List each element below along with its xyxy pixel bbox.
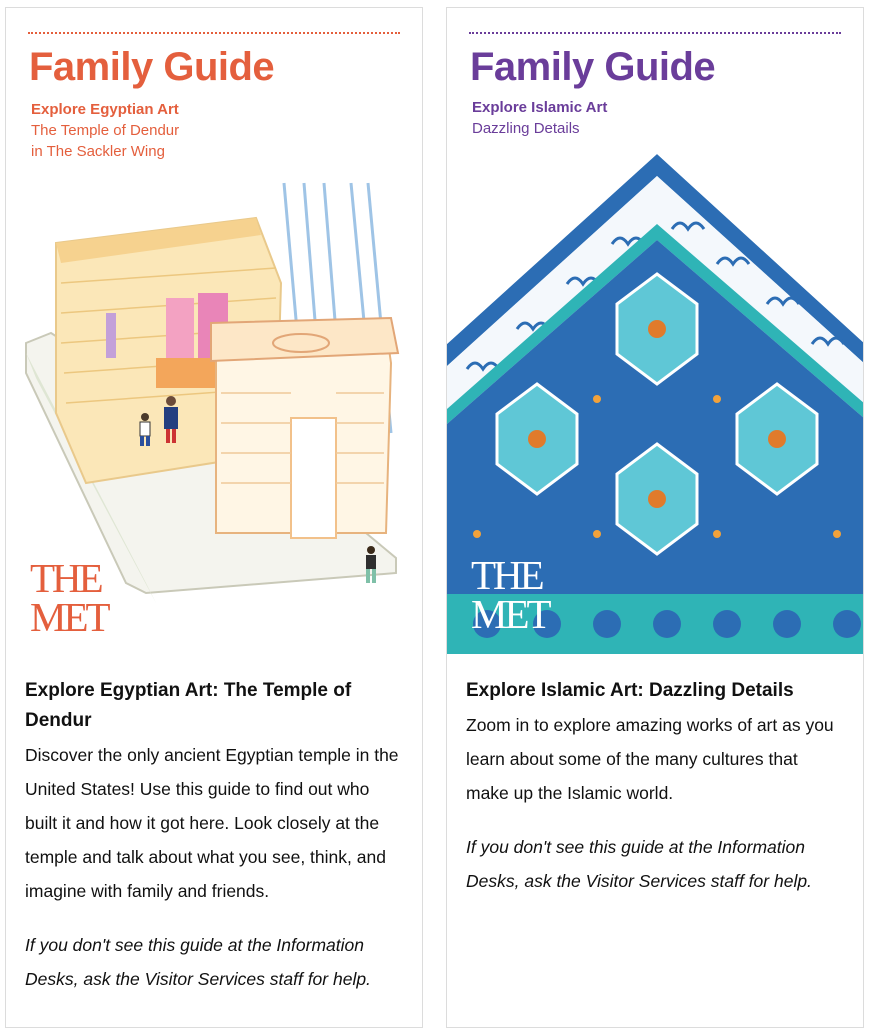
card-text [25,676,404,996]
met-logo [30,555,108,640]
guide-card-egyptian[interactable] [5,7,423,1028]
cover-title: Family Guide [29,45,275,89]
met-logo-line2: MET [30,594,108,640]
met-logo-line1: THE [30,555,101,601]
cover-subtitle-line2: in The Sackler Wing [31,143,165,160]
help-note: If you don't see this guide at the Information Desks, ask the Visitor Services staff for help. [25,935,371,989]
card-heading[interactable]: Explore Egyptian Art: The Temple of Dendur [25,680,352,731]
cover-image-egyptian[interactable] [6,8,422,654]
guide-card-islamic[interactable] [446,7,864,1028]
card-heading[interactable]: Explore Islamic Art: Dazzling Details [466,680,794,701]
cover-subtitle [31,99,179,162]
card-description: Discover the only ancient Egyptian temple in the United States! Use this guide to find out who built it and how it got here. Look closely at the temple and talk about what you see, think, and imagine with family and friends. [25,745,399,901]
dotted-divider [469,32,841,34]
card-description: Zoom in to explore amazing works of art as you learn about some of the many cultures that make up the Islamic world. [466,715,834,803]
cover-subtitle-bold: Explore Islamic Art [472,99,608,116]
dotted-divider [28,32,400,34]
met-logo-line1: THE [471,552,542,598]
cover-subtitle-line1: The Temple of Dendur [31,122,180,139]
help-note: If you don't see this guide at the Information Desks, ask the Visitor Services staff for help. [466,837,812,891]
cover-image-islamic[interactable] [447,8,863,654]
cover-subtitle-bold: Explore Egyptian Art [31,101,179,118]
met-logo-line2: MET [471,591,549,637]
met-logo [471,552,549,637]
cover-subtitle [472,97,607,139]
card-text [466,676,845,898]
cover-subtitle-line1: Dazzling Details [472,120,580,137]
cover-title: Family Guide [470,45,716,89]
